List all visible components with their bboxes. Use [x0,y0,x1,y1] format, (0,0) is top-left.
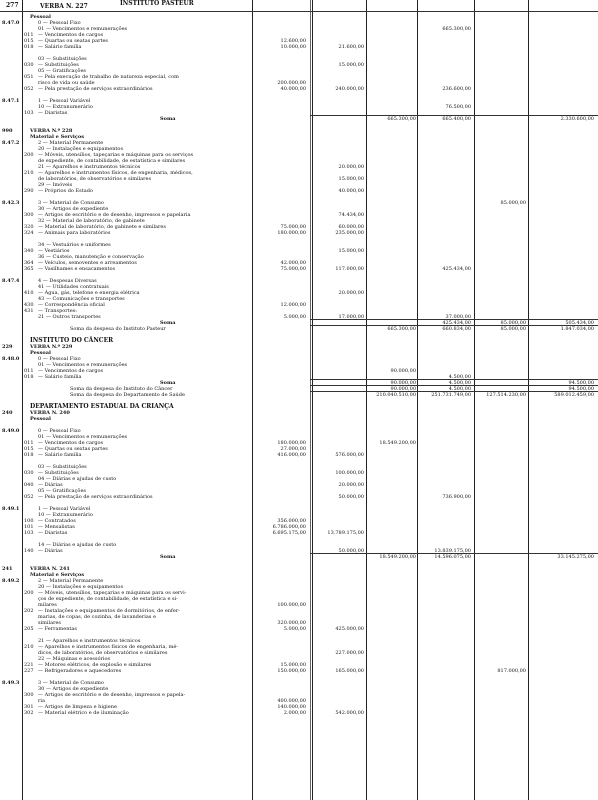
line-description: — Ferramentas [38,626,77,632]
amount-value: 76.500,00 [445,104,471,110]
amount-value: 27.000,00 [280,446,306,452]
header-verba: VERBA N. 227 [40,3,88,10]
amount-value: 6.695.175,00 [272,530,306,536]
line-description: — Mensalistas [38,524,75,530]
amount-value: 15.000,00 [338,248,364,254]
amount-value: 576.000,00 [335,452,364,458]
item-code: 431 [24,308,34,314]
item-code: 018 [24,374,34,380]
amount-value: 4.500,00 [448,380,471,386]
line-description: — Diárias [38,482,63,488]
line-description: de expediente, de contabilidade, de estatística e similares [38,158,186,164]
item-code: 302 [24,710,34,716]
item-code: 018 [24,452,34,458]
item-code: 052 [24,86,34,92]
amount-value: 20.000,00 [338,290,364,296]
line-description: 29 — Imóveis [38,182,73,188]
total-rule [310,553,598,554]
amount-value: 425.000,00 [335,626,364,632]
line-description: — Diaristas [38,110,68,116]
item-code: 210 [24,170,34,176]
amount-value: 60.000,00 [338,224,364,230]
line-description: Pessoal [30,350,51,356]
amount-value: 665.400,00 [442,116,471,122]
item-code: 200 [24,590,34,596]
line-description: risco de vida ou saúde [38,80,95,86]
item-code: 227 [24,668,34,674]
line-description: VERBA N.º 229 [30,344,73,350]
line-description: 20 — Instalações e equipamentos [38,146,124,152]
line-description: — Pela prestação de serviços extraordinários [38,86,153,92]
line-description: — Instalações e equipamentos de dormitórios, de enfer- [38,608,180,614]
amount-value: 75.000,00 [280,266,306,272]
amount-value: 200.000,00 [277,80,306,86]
line-description: — Artigos de limpeza e higiene [38,704,117,710]
amount-value: 42.000,00 [280,260,306,266]
section-code: 8.49.2 [2,578,20,584]
amount-value: 227.000,00 [335,650,364,656]
total-rule [310,115,598,116]
amount-value: 542.000,00 [335,710,364,716]
amount-value: 240.000,00 [335,86,364,92]
line-description: — Água, gás, telefone e energia elétrica [38,290,140,296]
item-code: 051 [24,74,34,80]
amount-value: 320.000,00 [277,620,306,626]
column-rule [474,0,475,800]
total-rule [310,391,598,392]
amount-value: 37.000,00 [445,314,471,320]
amount-value: 5.000,00 [283,314,306,320]
amount-value: 15.000,00 [280,662,306,668]
line-description: 4 — Despesas Diversas [38,278,97,284]
line-description: 2 — Material Permanente [38,140,104,146]
item-code: 015 [24,38,34,44]
amount-value: 50.000,00 [338,548,364,554]
line-description: — Material elétrico e de iluminação [38,710,129,716]
section-code: 8.42.3 [2,200,20,206]
line-description: 01 — Vencimentos e remunerações [38,362,128,368]
item-code: 301 [24,704,34,710]
amount-value: 665.300,00 [442,26,471,32]
line-description: 20 — Instalações e equipamentos [38,584,124,590]
line-description: 30 — Artigos de expediente [38,206,109,212]
item-code: 101 [24,524,34,530]
line-description: similares [38,620,62,626]
amount-value: 817.000,00 [497,668,526,674]
line-description: 41 — Utilidades contratuais [38,284,109,290]
amount-value: 100.000,00 [277,602,306,608]
item-code: 202 [24,608,34,614]
line-description: — Vasilhames e ensacamentos [38,266,116,272]
column-rule [528,0,529,800]
verba-marker: 241 [2,566,13,572]
item-code: 100 [24,518,34,524]
item-code: 011 [24,368,34,374]
line-description: — Vencimentos de cargos [38,32,104,38]
amount-value: 50.000,00 [338,494,364,500]
item-code: 018 [24,44,34,50]
item-code: 430 [24,302,34,308]
total-rule [310,319,598,320]
line-description: Material e Serviços [30,134,85,140]
amount-value: 6.786.000,00 [272,524,306,530]
amount-value: 665.300,00 [387,116,416,122]
line-description: INSTITUTO DO CÂNCER [30,337,114,344]
amount-value: 2.330.600,00 [560,116,594,122]
item-code: 364 [24,260,34,266]
line-description: — Salário família [38,44,82,50]
line-description: — Quartas ou seatas partes [38,38,109,44]
line-description: Soma da despesa do Departamento de Saúde [70,392,185,398]
amount-value: 40.000,00 [280,86,306,92]
column-rule [22,0,23,800]
line-description: de laboratórios, de observatórios e similares [38,176,152,182]
line-description: — Motores elétricos, de explosão e similares [38,662,152,668]
item-code: 205 [24,626,34,632]
line-description: — Artigos de escritório e de desenho, impressos e papelaria [38,212,191,218]
line-description: dicos, de laboratórios, de observatórios e similares [38,650,168,656]
line-description: — Vencimentos de cargos [38,440,104,446]
column-rule [252,0,253,800]
line-description: — Pela prestação de serviços extraordinários [38,494,153,500]
amount-value: 236.600,00 [442,86,471,92]
line-description: 0 — Pessoal Fixo [38,20,81,26]
line-description: 3 — Material de Consumo [38,200,104,206]
header-rule [0,11,598,12]
line-description: — Transportes: [38,308,77,314]
section-code: 8.47.1 [2,98,20,104]
line-description: 21 — Outros transportes [38,314,101,320]
line-description: — Próprios do Estado [38,188,93,194]
line-description: Soma da despesa do Instituto Pasteur [70,326,166,332]
column-rule [312,0,313,800]
line-description: — Animais para laboratórios [38,230,111,236]
line-description: — Refrigeradores e aquecedores [38,668,122,674]
amount-value: 18.549.200,00 [379,554,416,560]
amount-value: 150.000,00 [277,668,306,674]
line-description: VERBA N.º 228 [30,128,73,134]
amount-value: 140.000,00 [277,704,306,710]
amount-value: 165.000,00 [335,668,364,674]
line-description: 10 — Extranumerário [38,104,93,110]
amount-value: 90.000,00 [390,380,416,386]
line-description: 43 — Comunicações e transportes [38,296,125,302]
amount-value: 14.596.075,00 [434,554,471,560]
line-description: marias, de copas, de cozinha, de lavanderias e [38,614,156,620]
amount-value: 100.000,00 [335,470,364,476]
line-description: 01 — Vencimentos e remunerações [38,26,128,32]
line-description: 14 — Diárias e ajudas de custo [38,542,117,548]
amount-value: 180.000,00 [277,230,306,236]
line-description: Soma [160,116,176,122]
amount-value: 4.500,00 [448,374,471,380]
line-description: 05 — Gratificações [38,488,86,494]
line-description: 32 — Material de laboratório, de gabinete [38,218,145,224]
amount-value: 356.000,00 [277,518,306,524]
line-description: — Vencimentos de cargos [38,368,104,374]
line-description: — Salário família [38,452,82,458]
amount-value: 85.000,00 [500,200,526,206]
header-number: 277 [6,2,19,9]
amount-value: 589.012.459,00 [554,392,594,398]
line-description: Soma [160,320,176,326]
amount-value: 33.145.275,00 [557,554,594,560]
amount-value: 74.434,00 [338,212,364,218]
line-description: — Correspondência oficial [38,302,105,308]
amount-value: 12.000,00 [280,302,306,308]
line-description: 04 — Diárias e ajudas de custo [38,476,117,482]
section-code: 8.49.0 [2,428,20,434]
amount-value: 251.731.749,00 [431,392,471,398]
verba-marker: 229 [2,344,13,350]
line-description: Pessoal [30,14,51,20]
item-code: 011 [24,32,34,38]
amount-value: 416.000,00 [277,452,306,458]
line-description: — Móveis, utensílios, tapeçarias e máquinas para os servi- [38,590,187,596]
line-description: — Vestiários [38,248,70,254]
item-code: 200 [24,152,34,158]
line-description: — Móveis, utensílios, tapeçarias e máquinas para os serviços [38,152,194,158]
line-description: 1 — Pessoal Variável [38,98,91,104]
amount-value: 90.000,00 [390,368,416,374]
line-description: 22 — Máquinas e acessórios [38,656,111,662]
amount-value: 90.000,00 [390,386,416,392]
item-code: 140 [24,548,34,554]
total-rule [310,385,598,386]
line-description: 03 — Substituições [38,464,87,470]
line-description: Soma [160,380,176,386]
amount-value: 18.549.200,00 [379,440,416,446]
line-description: ços de expediente, de contabilidade, de estatística e si- [38,596,178,602]
amount-value: 85.000,00 [500,326,526,332]
amount-value: 12.600,00 [280,38,306,44]
line-description: — Material de laboratório, de gabinete e similares [38,224,166,230]
item-code: 030 [24,470,34,476]
item-code: 290 [24,188,34,194]
line-description: 10 — Extranumerário [38,512,93,518]
amount-value: 425.434,00 [442,266,471,272]
line-description: — Salário família [38,374,82,380]
line-description: — Aparelhos e instrumentos físicos, de engenharia, médicos, [38,170,193,176]
item-code: 365 [24,266,34,272]
amount-value: 4.500,00 [448,386,471,392]
line-description: 0 — Pessoal Fixo [38,356,81,362]
line-description: — Contratados [38,518,76,524]
verba-marker: 990 [2,128,13,134]
column-rule [310,0,311,800]
item-code: 221 [24,662,34,668]
section-code: 8.49.3 [2,680,20,686]
amount-value: 425.434,00 [442,320,471,326]
amount-value: 505.434,00 [565,320,594,326]
column-rule [417,0,418,800]
item-code: 015 [24,446,34,452]
line-description: milares [38,602,57,608]
line-description: — Pela execução de trabalho de natureza especial, com [38,74,179,80]
line-description: 34 — Vestuários e uniformes [38,242,111,248]
line-description: VERBA N. 241 [30,566,70,572]
item-code: 300 [24,692,34,698]
item-code: 324 [24,230,34,236]
section-code: 8.47.4 [2,278,20,284]
item-code: 103 [24,110,34,116]
verba-marker: 240 [2,410,13,416]
line-description: 03 — Substituições [38,56,87,62]
amount-value: 94.500,00 [568,380,594,386]
line-description: 21 — Aparelhos e instrumentos técnicos [38,638,141,644]
line-description: 21 — Aparelhos e instrumentos técnicos [38,164,141,170]
line-description: 30 — Artigos de expediente [38,686,109,692]
item-code: 011 [24,440,34,446]
line-description: — Substituições [38,62,79,68]
amount-value: 117.000,00 [335,266,364,272]
line-description: — Veículos, semoventes e arreamentos [38,260,137,266]
amount-value: 13.839.175,00 [434,548,471,554]
amount-value: 5.000,00 [283,626,306,632]
line-description: — Aparelhos e instrumentos físicos de engenharia, mé- [38,644,178,650]
section-code: 8.48.0 [2,356,20,362]
line-description: 0 — Pessoal Fixo [38,428,81,434]
item-code: 410 [24,290,34,296]
section-code: 8.47.0 [2,20,20,26]
amount-value: 21.600,00 [338,44,364,50]
amount-value: 1.847.034,00 [560,326,594,332]
line-description: 01 — Vencimentos e remunerações [38,434,128,440]
line-description: — Substituições [38,470,79,476]
item-code: 300 [24,212,34,218]
line-description: Material e Serviços [30,572,85,578]
amount-value: 40.000,00 [338,188,364,194]
item-code: 103 [24,530,34,536]
item-code: 320 [24,224,34,230]
line-description: — Artigos de escritório e de desenho, impressos e papela- [38,692,186,698]
amount-value: 13.789.175,00 [327,530,364,536]
amount-value: 2.000,00 [283,710,306,716]
amount-value: 20.000,00 [338,482,364,488]
item-code: 210 [24,644,34,650]
amount-value: 75.000,00 [280,224,306,230]
amount-value: 85.000,00 [500,320,526,326]
line-description: 1 — Pessoal Variável [38,506,91,512]
line-description: — Diárias [38,548,63,554]
amount-value: 400.000,00 [277,698,306,704]
amount-value: 127.514.230,00 [486,392,526,398]
line-description: — Quartas ou sextas partes [38,446,108,452]
line-description: 3 — Material de Consumo [38,680,104,686]
item-code: 040 [24,482,34,488]
section-code: 8.47.2 [2,140,20,146]
amount-value: 15.000,00 [338,176,364,182]
amount-value: 20.000,00 [338,164,364,170]
amount-value: 94.500,00 [568,386,594,392]
line-description: 05 — Gratificações [38,68,86,74]
amount-value: 665.300,00 [387,326,416,332]
line-description: VERBA N. 240 [30,410,70,416]
line-description: 36 — Custeio, manutenção e conservação [38,254,144,260]
header-institution: INSTITUTO PASTEUR [120,0,194,7]
item-code: 052 [24,494,34,500]
line-description: — Diaristas [38,530,68,536]
line-description: Soma da despesa do Instituto do Câncer [70,386,173,392]
line-description: DEPARTAMENTO ESTADUAL DA CRIANÇA [30,403,174,410]
amount-value: 736.900,00 [442,494,471,500]
section-code: 8.49.1 [2,506,20,512]
line-description: Soma [160,554,176,560]
amount-value: 210.040.510,00 [376,392,416,398]
item-code: 340 [24,248,34,254]
amount-value: 15.000,00 [338,62,364,68]
column-rule [366,0,367,800]
amount-value: 180.000,00 [277,440,306,446]
amount-value: 17.000,00 [338,314,364,320]
amount-value: 10.000,00 [280,44,306,50]
total-rule [310,379,598,380]
line-description: 2 — Material Permanente [38,578,104,584]
amount-value: 235.000,00 [335,230,364,236]
line-description: ria [38,698,45,704]
amount-value: 660.834,00 [442,326,471,332]
total-rule [310,325,598,326]
item-code: 030 [24,62,34,68]
line-description: Pessoal [30,416,51,422]
